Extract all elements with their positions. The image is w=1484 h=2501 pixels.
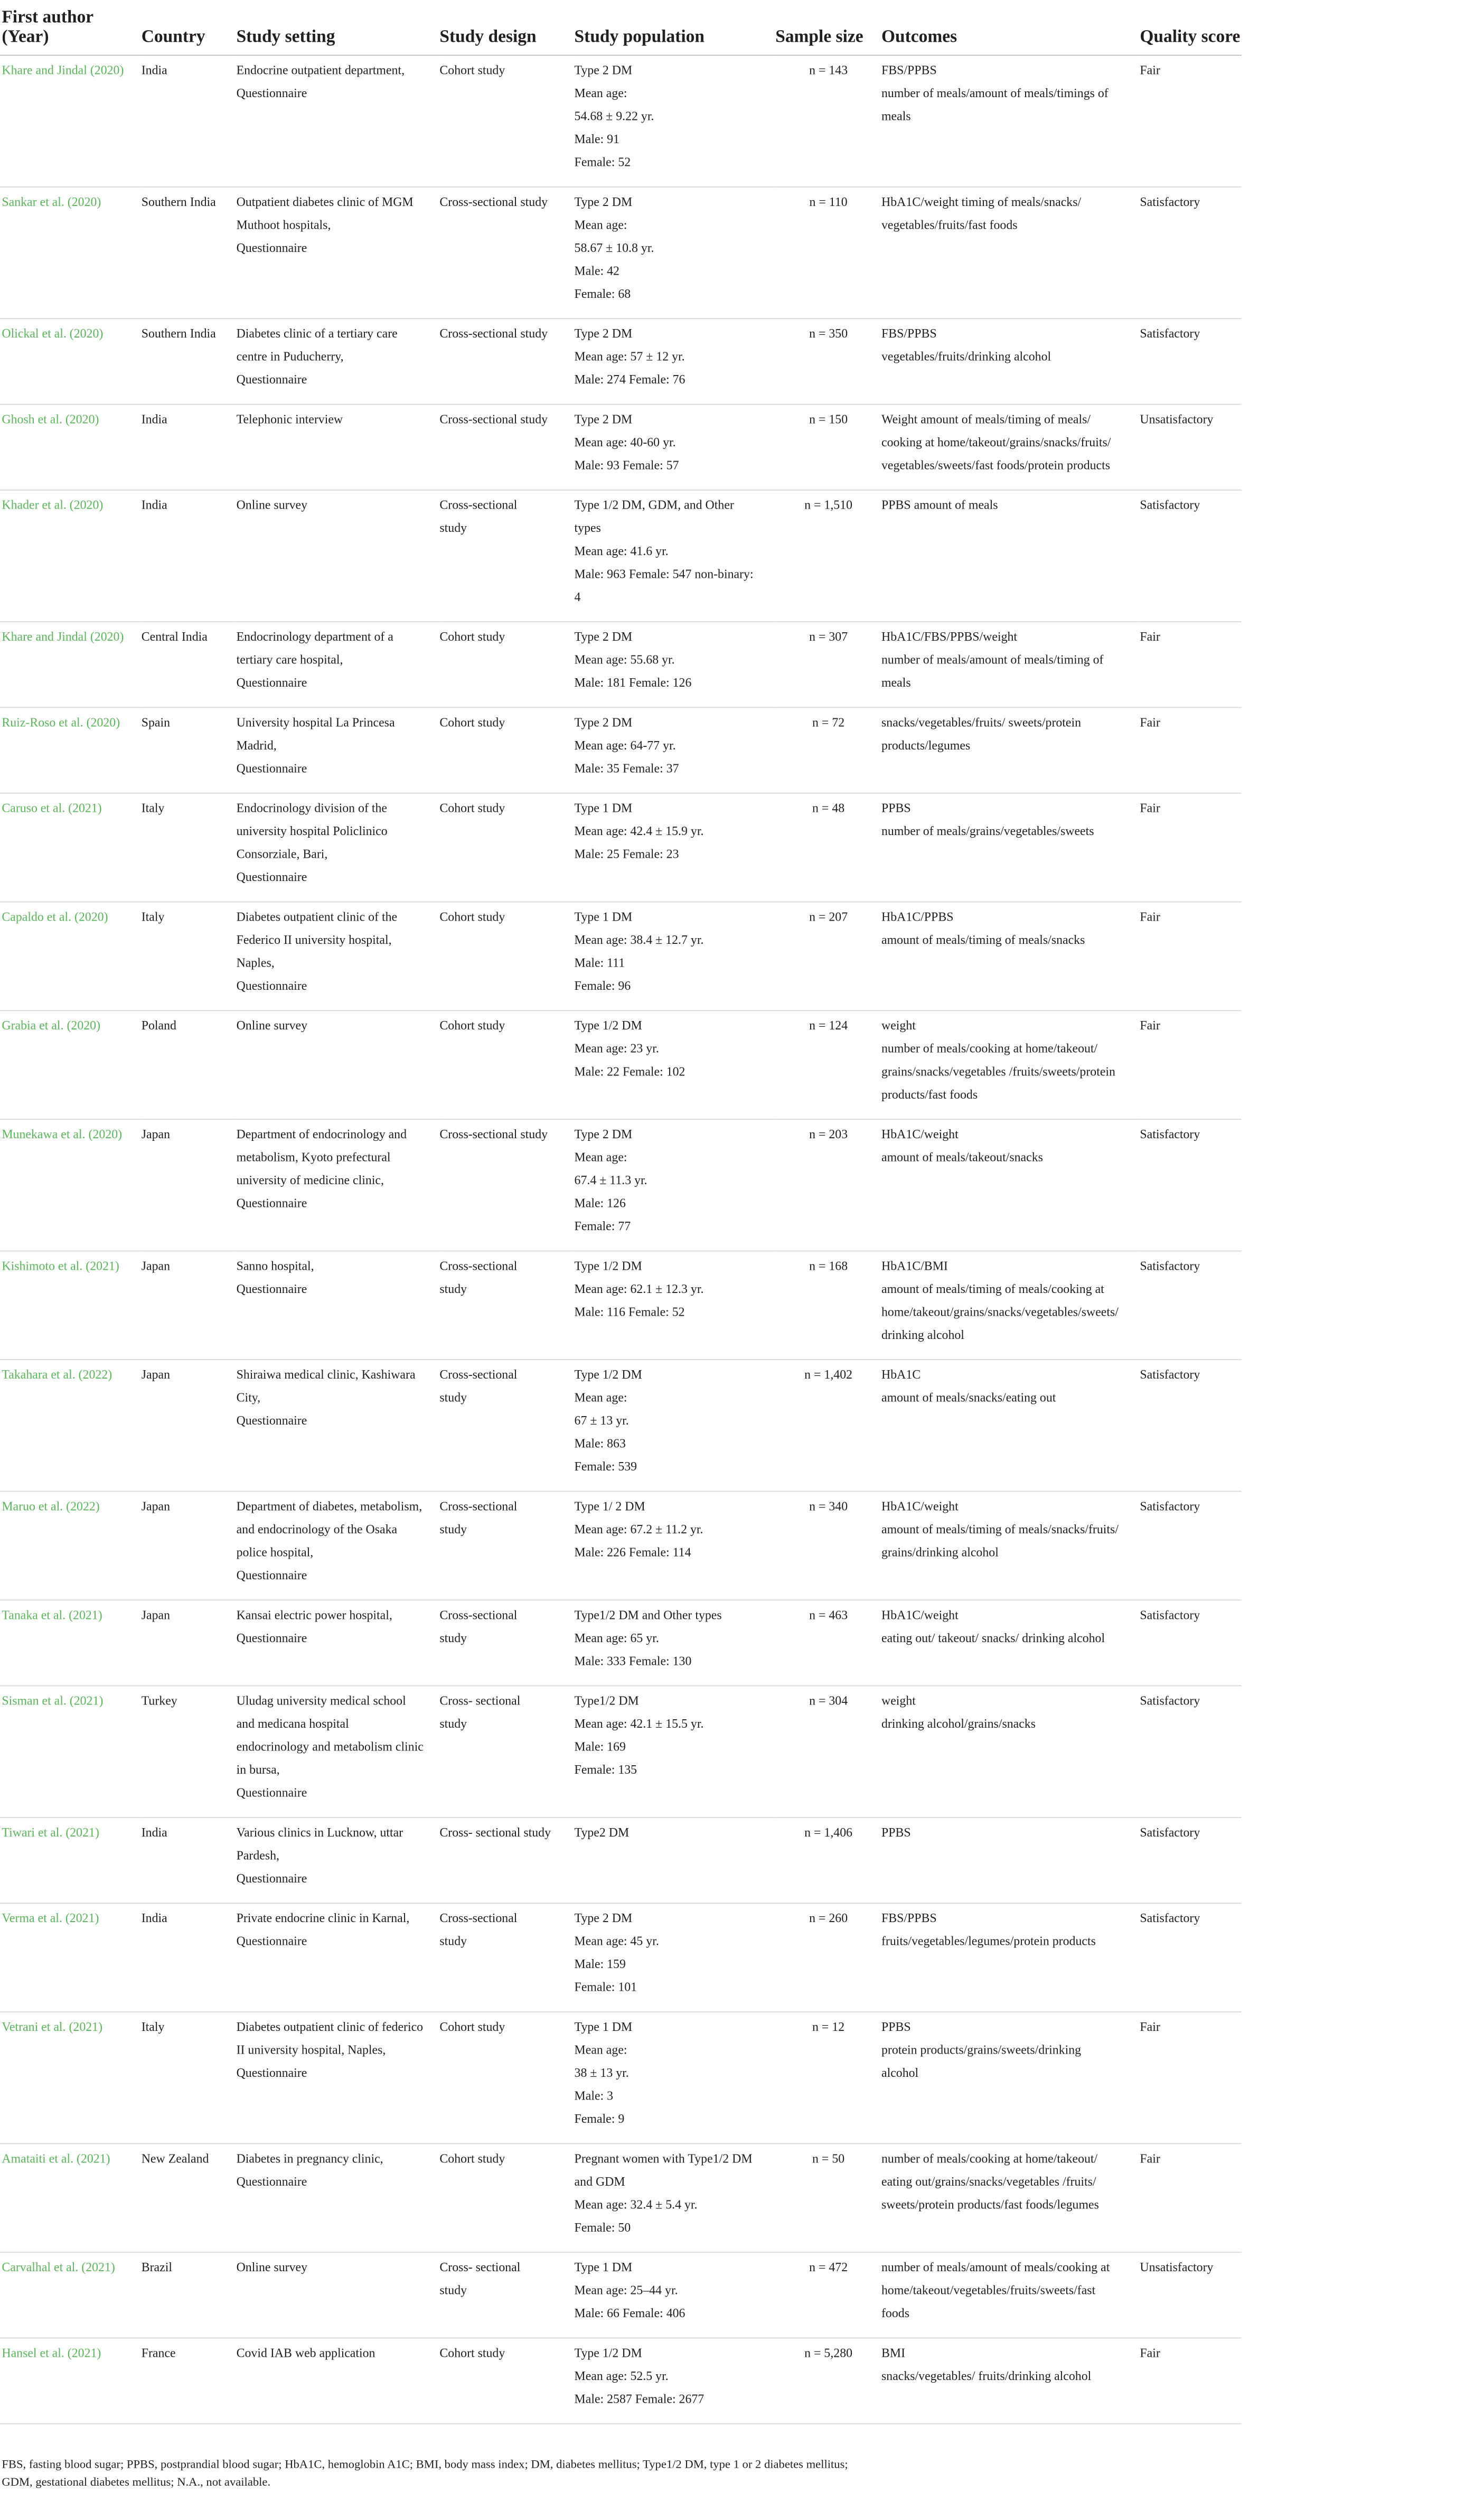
cell-country: India bbox=[142, 1818, 237, 1903]
cell-setting: Online survey bbox=[237, 2252, 440, 2338]
author-reference-link[interactable]: Khare and Jindal (2020) bbox=[2, 63, 124, 78]
cell-design: Cross-sectional study bbox=[439, 1491, 574, 1600]
cell-quality-score: Fair bbox=[1140, 902, 1241, 1010]
cell-design: Cross-sectional study bbox=[439, 1600, 574, 1685]
cell-outcomes: PPBS amount of meals bbox=[881, 490, 1140, 622]
cell-setting: Telephonic interview bbox=[237, 404, 440, 490]
cell-author bbox=[0, 707, 142, 793]
cell-sample-size: n = 472 bbox=[775, 2252, 881, 2338]
header-outcomes: Outcomes bbox=[881, 0, 1140, 55]
table-footnote: FBS, fasting blood sugar; PPBS, postprandial blood sugar; HbA1C, hemoglobin A1C; BMI, body mass index; DM, diabetes mellitus; Type1/2 DM, type 1 or 2 diabetes mellitus; GDM, gestational diabetes mellitus; N.A., not available. bbox=[2, 2457, 848, 2488]
cell-population: Type 1/ 2 DM Mean age: 67.2 ± 11.2 yr. Male: 226 Female: 114 bbox=[575, 1491, 776, 1600]
cell-sample-size: n = 150 bbox=[775, 404, 881, 490]
cell-author bbox=[0, 1903, 142, 2012]
cell-population: Type2 DM bbox=[575, 1818, 776, 1903]
cell-quality-score: Satisfactory bbox=[1140, 1491, 1241, 1600]
cell-quality-score: Satisfactory bbox=[1140, 319, 1241, 404]
cell-author bbox=[0, 2012, 142, 2143]
cell-population: Type 1/2 DM Mean age: 23 yr. Male: 22 Female: 102 bbox=[575, 1010, 776, 1119]
cell-quality-score: Satisfactory bbox=[1140, 1360, 1241, 1491]
cell-setting: Kansai electric power hospital, Questionnaire bbox=[237, 1600, 440, 1685]
cell-population: Type 1 DM Mean age: 42.4 ± 15.9 yr. Male: 25 Female: 23 bbox=[575, 793, 776, 902]
cell-country: Central India bbox=[142, 622, 237, 707]
cell-sample-size: n = 1,406 bbox=[775, 1818, 881, 1903]
table-row bbox=[0, 2143, 1242, 2252]
cell-quality-score: Satisfactory bbox=[1140, 1686, 1241, 1818]
cell-quality-score: Fair bbox=[1140, 2012, 1241, 2143]
cell-sample-size: n = 48 bbox=[775, 793, 881, 902]
cell-author bbox=[0, 1010, 142, 1119]
table-body bbox=[0, 55, 1242, 2424]
cell-quality-score: Fair bbox=[1140, 55, 1241, 187]
cell-outcomes: BMI snacks/vegetables/ fruits/drinking alcohol bbox=[881, 2338, 1140, 2423]
cell-setting: Shiraiwa medical clinic, Kashiwara City, Questionnaire bbox=[237, 1360, 440, 1491]
author-reference-link[interactable]: Caruso et al. (2021) bbox=[2, 801, 102, 816]
cell-design: Cross-sectional study bbox=[439, 187, 574, 319]
cell-population: Type 1 DM Mean age: 38 ± 13 yr. Male: 3 Female: 9 bbox=[575, 2012, 776, 2143]
cell-author bbox=[0, 187, 142, 319]
cell-population: Type 2 DM Mean age: 67.4 ± 11.3 yr. Male: 126 Female: 77 bbox=[575, 1119, 776, 1251]
cell-outcomes: Weight amount of meals/timing of meals/ cooking at home/takeout/grains/snacks/fruits/ vegetables/sweets/fast foods/protein products bbox=[881, 404, 1140, 490]
cell-setting: Diabetes outpatient clinic of the Federico II university hospital, Naples, Questionnaire bbox=[237, 902, 440, 1010]
cell-outcomes: PPBS protein products/grains/sweets/drinking alcohol bbox=[881, 2012, 1140, 2143]
author-reference-link[interactable]: Vetrani et al. (2021) bbox=[2, 2020, 103, 2034]
cell-outcomes: PPBS bbox=[881, 1818, 1140, 1903]
cell-population: Type 2 DM Mean age: 58.67 ± 10.8 yr. Male: 42 Female: 68 bbox=[575, 187, 776, 319]
cell-design: Cohort study bbox=[439, 2338, 574, 2423]
cell-author bbox=[0, 1686, 142, 1818]
cell-author bbox=[0, 2143, 142, 2252]
cell-author bbox=[0, 1251, 142, 1360]
cell-design: Cross-sectional study bbox=[439, 1360, 574, 1491]
cell-outcomes: HbA1C/weight amount of meals/takeout/snacks bbox=[881, 1119, 1140, 1251]
cell-author bbox=[0, 1119, 142, 1251]
table-row bbox=[0, 1010, 1242, 1119]
cell-design: Cross- sectional study bbox=[439, 2252, 574, 2338]
cell-country: France bbox=[142, 2338, 237, 2423]
cell-author bbox=[0, 622, 142, 707]
cell-sample-size: n = 1,402 bbox=[775, 1360, 881, 1491]
cell-design: Cohort study bbox=[439, 622, 574, 707]
cell-setting: Endocrine outpatient department, Questionnaire bbox=[237, 55, 440, 187]
table-row bbox=[0, 2012, 1242, 2143]
cell-sample-size: n = 12 bbox=[775, 2012, 881, 2143]
header-sample: Sample size bbox=[775, 0, 881, 55]
cell-author bbox=[0, 902, 142, 1010]
cell-sample-size: n = 307 bbox=[775, 622, 881, 707]
cell-setting: Diabetes clinic of a tertiary care centre in Puducherry, Questionnaire bbox=[237, 319, 440, 404]
cell-design: Cohort study bbox=[439, 902, 574, 1010]
cell-outcomes: number of meals/cooking at home/takeout/ eating out/grains/snacks/vegetables /fruits/ sweets/protein products/fast foods/legumes bbox=[881, 2143, 1140, 2252]
cell-population: Type 2 DM Mean age: 57 ± 12 yr. Male: 274 Female: 76 bbox=[575, 319, 776, 404]
header-quality: Quality score bbox=[1140, 0, 1241, 55]
cell-outcomes: HbA1C/weight timing of meals/snacks/ vegetables/fruits/fast foods bbox=[881, 187, 1140, 319]
table-row bbox=[0, 622, 1242, 707]
author-reference-link[interactable]: Grabia et al. (2020) bbox=[2, 1019, 101, 1033]
cell-quality-score: Satisfactory bbox=[1140, 1903, 1241, 2012]
cell-population: Type 1/2 DM, GDM, and Other types Mean age: 41.6 yr. Male: 963 Female: 547 non-binary: 4 bbox=[575, 490, 776, 622]
cell-population: Type 1 DM Mean age: 38.4 ± 12.7 yr. Male: 111 Female: 96 bbox=[575, 902, 776, 1010]
cell-setting: Online survey bbox=[237, 490, 440, 622]
author-reference-link[interactable]: Olickal et al. (2020) bbox=[2, 327, 104, 341]
author-reference-link[interactable]: Ghosh et al. (2020) bbox=[2, 413, 99, 427]
cell-country: Italy bbox=[142, 793, 237, 902]
cell-sample-size: n = 72 bbox=[775, 707, 881, 793]
table-row bbox=[0, 55, 1242, 187]
author-reference-link[interactable]: Carvalhal et al. (2021) bbox=[2, 2260, 115, 2274]
cell-setting: Endocrinology division of the university hospital Policlinico Consorziale, Bari, Questionnaire bbox=[237, 793, 440, 902]
cell-quality-score: Satisfactory bbox=[1140, 1818, 1241, 1903]
table-row bbox=[0, 319, 1242, 404]
cell-country: Southern India bbox=[142, 319, 237, 404]
author-reference-link[interactable]: Tanaka et al. (2021) bbox=[2, 1608, 102, 1623]
cell-setting: Department of diabetes, metabolism, and endocrinology of the Osaka police hospital, Questionnaire bbox=[237, 1491, 440, 1600]
cell-design: Cohort study bbox=[439, 793, 574, 902]
table-row bbox=[0, 1903, 1242, 2012]
table-row bbox=[0, 902, 1242, 1010]
author-reference-link[interactable]: Verma et al. (2021) bbox=[2, 1912, 99, 1926]
cell-author bbox=[0, 1360, 142, 1491]
table-row bbox=[0, 707, 1242, 793]
cell-quality-score: Fair bbox=[1140, 2143, 1241, 2252]
author-reference-link[interactable]: Kishimoto et al. (2021) bbox=[2, 1259, 119, 1273]
author-reference-link[interactable]: Khader et al. (2020) bbox=[2, 498, 104, 512]
cell-country: New Zealand bbox=[142, 2143, 237, 2252]
cell-author bbox=[0, 319, 142, 404]
cell-country: India bbox=[142, 404, 237, 490]
cell-country: India bbox=[142, 490, 237, 622]
cell-design: Cohort study bbox=[439, 707, 574, 793]
cell-quality-score: Unsatisfactory bbox=[1140, 2252, 1241, 2338]
cell-population: Type 2 DM Mean age: 64-77 yr. Male: 35 Female: 37 bbox=[575, 707, 776, 793]
cell-sample-size: n = 340 bbox=[775, 1491, 881, 1600]
cell-design: Cross-sectional study bbox=[439, 404, 574, 490]
table-row bbox=[0, 2338, 1242, 2423]
author-reference-link[interactable]: Amataiti et al. (2021) bbox=[2, 2152, 110, 2166]
author-reference-link[interactable]: Hansel et al. (2021) bbox=[2, 2346, 101, 2361]
cell-outcomes: weight number of meals/cooking at home/takeout/ grains/snacks/vegetables /fruits/sweets/protein products/fast foods bbox=[881, 1010, 1140, 1119]
cell-population: Type 2 DM Mean age: 45 yr. Male: 159 Female: 101 bbox=[575, 1903, 776, 2012]
cell-outcomes: number of meals/amount of meals/cooking at home/takeout/vegetables/fruits/sweets/fast foods bbox=[881, 2252, 1140, 2338]
cell-outcomes: HbA1C amount of meals/snacks/eating out bbox=[881, 1360, 1140, 1491]
cell-design: Cross-sectional study bbox=[439, 1119, 574, 1251]
table-row bbox=[0, 187, 1242, 319]
cell-setting: Various clinics in Lucknow, uttar Pardesh, Questionnaire bbox=[237, 1818, 440, 1903]
cell-quality-score: Fair bbox=[1140, 793, 1241, 902]
cell-setting: Online survey bbox=[237, 1010, 440, 1119]
cell-country: Japan bbox=[142, 1360, 237, 1491]
cell-population: Type 1/2 DM Mean age: 62.1 ± 12.3 yr. Male: 116 Female: 52 bbox=[575, 1251, 776, 1360]
table-row bbox=[0, 1360, 1242, 1491]
author-reference-link[interactable]: Khare and Jindal (2020) bbox=[2, 630, 124, 644]
cell-sample-size: n = 168 bbox=[775, 1251, 881, 1360]
cell-design: Cross-sectional study bbox=[439, 1903, 574, 2012]
cell-design: Cohort study bbox=[439, 2012, 574, 2143]
cell-sample-size: n = 304 bbox=[775, 1686, 881, 1818]
cell-author bbox=[0, 2252, 142, 2338]
table-row bbox=[0, 793, 1242, 902]
header-setting: Study setting bbox=[237, 0, 440, 55]
cell-author bbox=[0, 1600, 142, 1685]
table-row bbox=[0, 2252, 1242, 2338]
author-reference-link[interactable]: Sankar et al. (2020) bbox=[2, 195, 101, 209]
cell-setting: Covid IAB web application bbox=[237, 2338, 440, 2423]
cell-country: Spain bbox=[142, 707, 237, 793]
cell-outcomes: FBS/PPBS fruits/vegetables/legumes/protein products bbox=[881, 1903, 1140, 2012]
cell-outcomes: FBS/PPBS number of meals/amount of meals/timings of meals bbox=[881, 55, 1140, 187]
cell-design: Cross- sectional study bbox=[439, 1686, 574, 1818]
cell-population: Type 1/2 DM Mean age: 67 ± 13 yr. Male: 863 Female: 539 bbox=[575, 1360, 776, 1491]
cell-population: Type1/2 DM and Other types Mean age: 65 yr. Male: 333 Female: 130 bbox=[575, 1600, 776, 1685]
cell-setting: Endocrinology department of a tertiary care hospital, Questionnaire bbox=[237, 622, 440, 707]
cell-country: Southern India bbox=[142, 187, 237, 319]
cell-sample-size: n = 203 bbox=[775, 1119, 881, 1251]
cell-quality-score: Satisfactory bbox=[1140, 1600, 1241, 1685]
cell-sample-size: n = 124 bbox=[775, 1010, 881, 1119]
cell-design: Cohort study bbox=[439, 1010, 574, 1119]
cell-author bbox=[0, 2338, 142, 2423]
cell-country: India bbox=[142, 55, 237, 187]
cell-country: Brazil bbox=[142, 2252, 237, 2338]
cell-design: Cohort study bbox=[439, 2143, 574, 2252]
author-reference-link[interactable]: Takahara et al. (2022) bbox=[2, 1368, 112, 1382]
header-population: Study population bbox=[575, 0, 776, 55]
cell-sample-size: n = 50 bbox=[775, 2143, 881, 2252]
cell-setting: Private endocrine clinic in Karnal, Questionnaire bbox=[237, 1903, 440, 2012]
cell-population: Type 2 DM Mean age: 55.68 yr. Male: 181 Female: 126 bbox=[575, 622, 776, 707]
author-reference-link[interactable]: Capaldo et al. (2020) bbox=[2, 910, 108, 924]
cell-author bbox=[0, 1818, 142, 1903]
cell-design: Cross-sectional study bbox=[439, 319, 574, 404]
cell-country: Poland bbox=[142, 1010, 237, 1119]
cell-quality-score: Fair bbox=[1140, 707, 1241, 793]
cell-outcomes: HbA1C/FBS/PPBS/weight number of meals/amount of meals/timing of meals bbox=[881, 622, 1140, 707]
table-row bbox=[0, 1251, 1242, 1360]
cell-design: Cross-sectional study bbox=[439, 1251, 574, 1360]
cell-quality-score: Fair bbox=[1140, 2338, 1241, 2423]
cell-quality-score: Fair bbox=[1140, 1010, 1241, 1119]
cell-quality-score: Satisfactory bbox=[1140, 187, 1241, 319]
cell-country: Italy bbox=[142, 2012, 237, 2143]
author-reference-link[interactable]: Ruiz-Roso et al. (2020) bbox=[2, 716, 120, 730]
cell-population: Type 2 DM Mean age: 40-60 yr. Male: 93 Female: 57 bbox=[575, 404, 776, 490]
cell-country: Japan bbox=[142, 1491, 237, 1600]
cell-quality-score: Satisfactory bbox=[1140, 490, 1241, 622]
cell-outcomes: HbA1C/BMI amount of meals/timing of meals/cooking at home/takeout/grains/snacks/vegetables/sweets/ drinking alcohol bbox=[881, 1251, 1140, 1360]
cell-country: Japan bbox=[142, 1251, 237, 1360]
cell-sample-size: n = 260 bbox=[775, 1903, 881, 2012]
table-row bbox=[0, 404, 1242, 490]
cell-setting: Uludag university medical school and medicana hospital endocrinology and metabolism clinic in bursa, Questionnaire bbox=[237, 1686, 440, 1818]
table-row bbox=[0, 1818, 1242, 1903]
cell-setting: Department of endocrinology and metabolism, Kyoto prefectural university of medicine clinic, Questionnaire bbox=[237, 1119, 440, 1251]
header-country: Country bbox=[142, 0, 237, 55]
cell-design: Cohort study bbox=[439, 55, 574, 187]
cell-population: Pregnant women with Type1/2 DM and GDM Mean age: 32.4 ± 5.4 yr. Female: 50 bbox=[575, 2143, 776, 2252]
author-reference-link[interactable]: Maruo et al. (2022) bbox=[2, 1500, 100, 1514]
cell-quality-score: Satisfactory bbox=[1140, 1119, 1241, 1251]
cell-setting: Diabetes outpatient clinic of federico II university hospital, Naples, Questionnaire bbox=[237, 2012, 440, 2143]
cell-outcomes: snacks/vegetables/fruits/ sweets/protein products/legumes bbox=[881, 707, 1140, 793]
cell-author bbox=[0, 55, 142, 187]
cell-country: Japan bbox=[142, 1600, 237, 1685]
table-row bbox=[0, 1491, 1242, 1600]
cell-setting: Outpatient diabetes clinic of MGM Muthoot hospitals, Questionnaire bbox=[237, 187, 440, 319]
author-reference-link[interactable]: Tiwari et al. (2021) bbox=[2, 1825, 99, 1840]
table-row bbox=[0, 490, 1242, 622]
table-header-row bbox=[0, 0, 1242, 55]
cell-population: Type 1 DM Mean age: 25–44 yr. Male: 66 Female: 406 bbox=[575, 2252, 776, 2338]
cell-population: Type 1/2 DM Mean age: 52.5 yr. Male: 2587 Female: 2677 bbox=[575, 2338, 776, 2423]
cell-sample-size: n = 1,510 bbox=[775, 490, 881, 622]
cell-sample-size: n = 143 bbox=[775, 55, 881, 187]
cell-country: India bbox=[142, 1903, 237, 2012]
cell-country: Turkey bbox=[142, 1686, 237, 1818]
cell-population: Type 2 DM Mean age: 54.68 ± 9.22 yr. Male: 91 Female: 52 bbox=[575, 55, 776, 187]
cell-design: Cross-sectional study bbox=[439, 490, 574, 622]
cell-setting: Sanno hospital, Questionnaire bbox=[237, 1251, 440, 1360]
cell-outcomes: PPBS number of meals/grains/vegetables/sweets bbox=[881, 793, 1140, 902]
header-author: First author (Year) bbox=[0, 0, 142, 55]
cell-design: Cross- sectional study bbox=[439, 1818, 574, 1903]
header-design: Study design bbox=[439, 0, 574, 55]
cell-quality-score: Fair bbox=[1140, 622, 1241, 707]
cell-country: Japan bbox=[142, 1119, 237, 1251]
cell-population: Type1/2 DM Mean age: 42.1 ± 15.5 yr. Male: 169 Female: 135 bbox=[575, 1686, 776, 1818]
cell-outcomes: HbA1C/weight eating out/ takeout/ snacks/ drinking alcohol bbox=[881, 1600, 1140, 1685]
cell-setting: University hospital La Princesa Madrid, Questionnaire bbox=[237, 707, 440, 793]
cell-sample-size: n = 350 bbox=[775, 319, 881, 404]
cell-sample-size: n = 110 bbox=[775, 187, 881, 319]
cell-outcomes: HbA1C/weight amount of meals/timing of meals/snacks/fruits/ grains/drinking alcohol bbox=[881, 1491, 1140, 1600]
cell-outcomes: FBS/PPBS vegetables/fruits/drinking alcohol bbox=[881, 319, 1140, 404]
cell-author bbox=[0, 793, 142, 902]
table-row bbox=[0, 1600, 1242, 1685]
cell-setting: Diabetes in pregnancy clinic, Questionnaire bbox=[237, 2143, 440, 2252]
cell-author bbox=[0, 490, 142, 622]
cell-country: Italy bbox=[142, 902, 237, 1010]
cell-author bbox=[0, 404, 142, 490]
author-reference-link[interactable]: Munekawa et al. (2020) bbox=[2, 1127, 123, 1141]
cell-outcomes: HbA1C/PPBS amount of meals/timing of meals/snacks bbox=[881, 902, 1140, 1010]
cell-sample-size: n = 463 bbox=[775, 1600, 881, 1685]
table-row bbox=[0, 1119, 1242, 1251]
cell-sample-size: n = 5,280 bbox=[775, 2338, 881, 2423]
cell-outcomes: weight drinking alcohol/grains/snacks bbox=[881, 1686, 1140, 1818]
table-row bbox=[0, 1686, 1242, 1818]
cell-quality-score: Unsatisfactory bbox=[1140, 404, 1241, 490]
cell-author bbox=[0, 1491, 142, 1600]
cell-sample-size: n = 207 bbox=[775, 902, 881, 1010]
cell-quality-score: Satisfactory bbox=[1140, 1251, 1241, 1360]
author-reference-link[interactable]: Sisman et al. (2021) bbox=[2, 1694, 104, 1708]
